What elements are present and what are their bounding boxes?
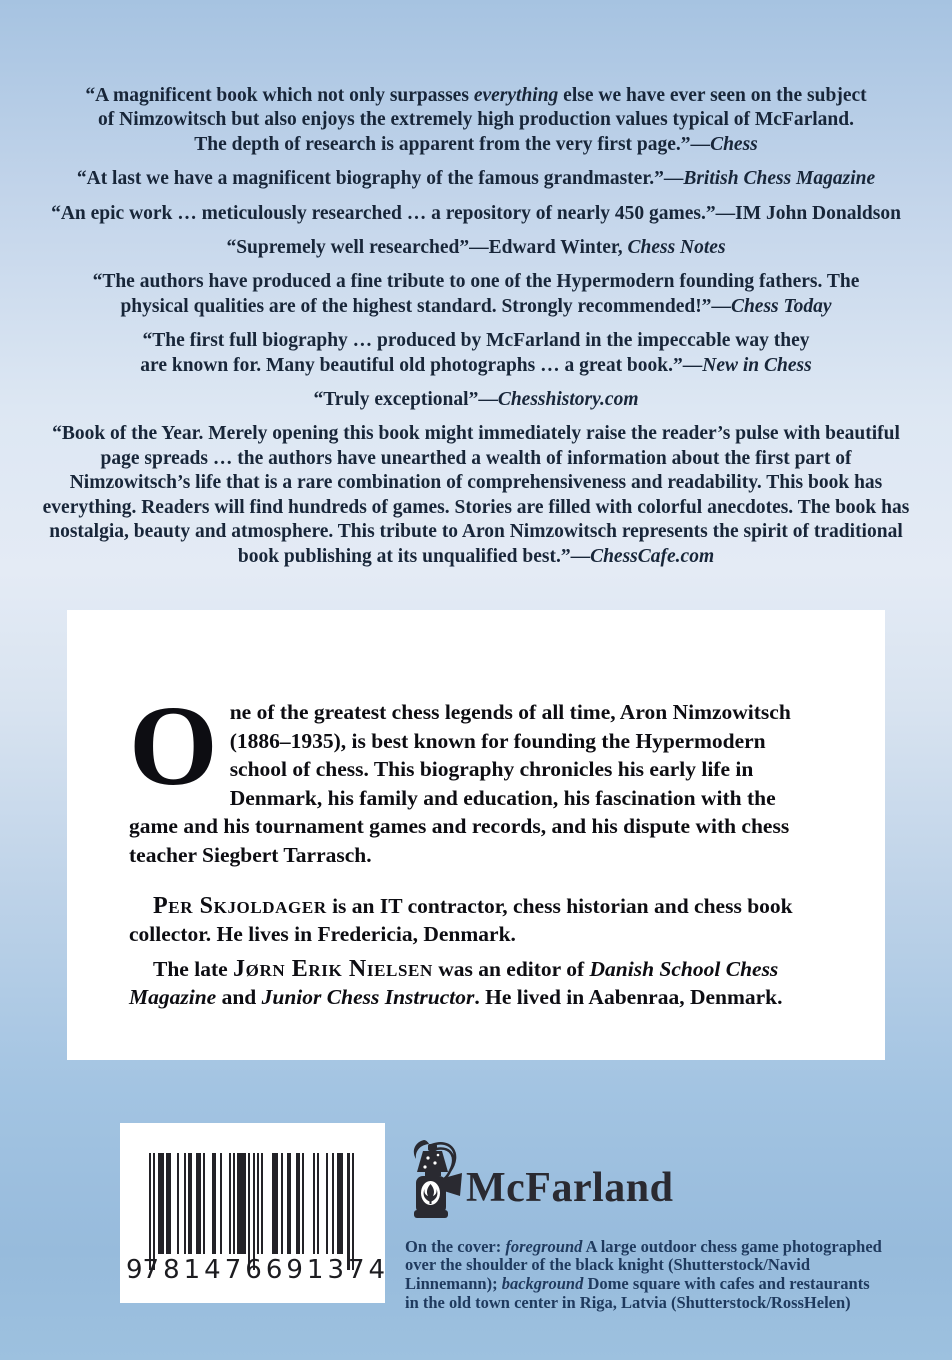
quote-chesscafe: “Book of the Year. Merely opening this book might immediately raise the reader’s pulse with beautiful page spreads … the authors have unearthed a wealth of information about the first part of Nimzowitsch’s life that is a rare combination of comprehensiveness and readability. This book has everything. Readers will find hundreds of games. Stories are filled with colorful anecdotes. The book has nostalgia, beauty and atmosphere. This tribute to Aron Nimzowitsch represents the spirit of traditional book publishing at its unqualified best.”—ChessCafe.com [42, 423, 910, 567]
quote-new-in-chess: “The first full biography … produced by McFarland in the impeccable way they are known for. Many beautiful old photographs … a great book.”—New in Chess [140, 330, 812, 376]
barcode-digit-lead: 9 [126, 1255, 143, 1285]
description-panel [67, 610, 885, 1060]
author-bio-skjoldager: Per Skjoldager is an IT contractor, chess historian and chess book collector. He lives in Fredericia, Denmark. [129, 892, 793, 947]
quote-british-chess-magazine: “At last we have a magnificent biography of the famous grandmaster.”—British Chess Magazine [76, 168, 876, 190]
quote-chess: “A magnificent book which not only surpasses everything else we have ever seen on the subject of Nimzowitsch but also enjoys the extremely high production values typical of McFarland. The depth of research is apparent from the very first page.”—Chess [85, 85, 867, 155]
author-bio-nielsen: The late Jørn Erik Nielsen was an editor of Danish School Chess Magazine and Junior Chess Instructor. He lived in Aabenraa, Denmark. [129, 955, 783, 1010]
drop-cap: O [129, 682, 218, 809]
quote-chesshistory: “Truly exceptional”—Chesshistory.com [313, 389, 639, 411]
quote-john-donaldson: “An epic work … meticulously researched … a repository of nearly 450 games.”—IM John Donaldson [51, 202, 901, 224]
review-quotes-section [38, 84, 914, 579]
quote-chess-notes: “Supremely well researched”—Edward Winter, Chess Notes [226, 237, 726, 259]
quote-chess-today: “The authors have produced a fine tribute to one of the Hypermodern founding fathers. The physical qualities are of the highest standard. Strongly recommended!”—Chess Today [92, 271, 860, 317]
barcode-digits [126, 1255, 390, 1285]
barcode-digit-group-2: 691374 [265, 1255, 390, 1285]
barcode-bars [149, 1153, 354, 1270]
lantern-icon [404, 1138, 462, 1220]
barcode-digit-group-1: 781476 [142, 1255, 266, 1285]
cover-credit: On the cover: foreground A large outdoor chess game photographed over the shoulder of the black knight (Shutterstock/Navid Linnemann); background Dome square with cafes and restaurants in the old town center in Riga, Latvia (Shutterstock/RossHelen) [405, 1236, 882, 1313]
publisher-name: McFarland [466, 1165, 674, 1211]
isbn-barcode [120, 1123, 390, 1303]
description-text: ne of the greatest chess legends of all time, Aron Nimzowitsch (1886–1935), is best known for founding the Hypermodern school of chess. This biography chronicles his early life in Denmark, his family and education, his fascination with the game and his tournament games and records, and his dispute with chess teacher Siegbert Tarrasch. [129, 700, 791, 867]
book-description [129, 682, 825, 870]
